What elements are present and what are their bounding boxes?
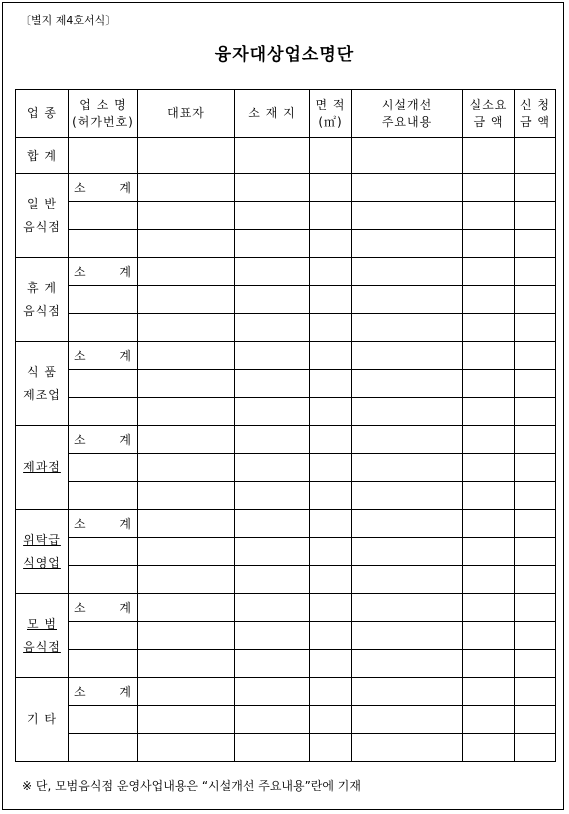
input-cell[interactable] [235,398,310,426]
input-cell[interactable] [463,706,515,734]
category-entry-row [16,398,556,426]
total-row [16,138,556,174]
business-name-cell[interactable] [69,650,138,678]
input-cell[interactable] [138,138,235,174]
input-cell[interactable] [138,594,235,622]
category-label: 위탁급 식영업 [16,510,69,594]
input-cell[interactable] [235,286,310,314]
header-industry: 업 종 [16,90,69,138]
input-cell[interactable] [352,370,463,398]
business-name-cell[interactable] [69,370,138,398]
header-location: 소 재 지 [235,90,310,138]
input-cell[interactable] [515,398,556,426]
category-label: 휴 게 음식점 [16,258,69,342]
input-cell[interactable] [310,230,352,258]
input-cell[interactable] [310,594,352,622]
input-cell[interactable] [352,230,463,258]
input-cell[interactable] [310,482,352,510]
input-cell[interactable] [515,538,556,566]
category-entry-row [16,286,556,314]
category-entry-row [16,650,556,678]
input-cell[interactable] [310,342,352,370]
header-business-name: 업 소 명 (허가번호) [69,90,138,138]
input-cell[interactable] [352,286,463,314]
subtotal-label: 소 계 [69,174,138,202]
input-cell[interactable] [235,426,310,454]
category-subtotal-row [16,678,556,706]
input-cell[interactable] [463,230,515,258]
input-cell[interactable] [515,566,556,594]
input-cell[interactable] [352,706,463,734]
input-cell[interactable] [515,370,556,398]
input-cell[interactable] [463,678,515,706]
input-cell[interactable] [463,426,515,454]
input-cell[interactable] [310,706,352,734]
input-cell[interactable] [515,230,556,258]
input-cell[interactable] [235,678,310,706]
input-cell[interactable] [138,342,235,370]
input-cell[interactable] [310,258,352,286]
input-cell[interactable] [138,314,235,342]
category-entry-row [16,734,556,762]
category-label: 제과점 [16,426,69,510]
input-cell[interactable] [515,202,556,230]
input-cell[interactable] [138,706,235,734]
input-cell[interactable] [463,286,515,314]
category-entry-row [16,370,556,398]
input-cell[interactable] [352,258,463,286]
input-cell[interactable] [235,258,310,286]
input-cell[interactable] [235,622,310,650]
input-cell[interactable] [352,454,463,482]
input-cell[interactable] [310,314,352,342]
page-title: 융자대상업소명단 [214,45,355,65]
input-cell[interactable] [352,566,463,594]
input-cell[interactable] [352,202,463,230]
header-facility-improvement: 시설개선 주요내용 [352,90,463,138]
input-cell[interactable] [463,538,515,566]
input-cell[interactable] [515,286,556,314]
input-cell[interactable] [352,342,463,370]
input-cell[interactable] [310,426,352,454]
business-name-cell[interactable] [69,398,138,426]
input-cell[interactable] [515,138,556,174]
input-cell[interactable] [235,370,310,398]
input-cell[interactable] [515,454,556,482]
input-cell[interactable] [138,734,235,762]
category-entry-row [16,706,556,734]
category-label: 일 반 음식점 [16,174,69,258]
category-subtotal-row [16,426,556,454]
input-cell[interactable] [463,482,515,510]
input-cell[interactable] [352,650,463,678]
subtotal-label: 소 계 [69,510,138,538]
input-cell[interactable] [138,230,235,258]
input-cell[interactable] [515,342,556,370]
input-cell[interactable] [310,538,352,566]
input-cell[interactable] [515,258,556,286]
category-entry-row [16,566,556,594]
category-entry-row [16,230,556,258]
input-cell[interactable] [515,314,556,342]
input-cell[interactable] [463,202,515,230]
input-cell[interactable] [138,510,235,538]
input-cell[interactable] [138,678,235,706]
input-cell[interactable] [352,538,463,566]
input-cell[interactable] [515,510,556,538]
total-label: 합 계 [16,138,69,174]
category-subtotal-row [16,258,556,286]
input-cell[interactable] [463,138,515,174]
category-label: 모 범 음식점 [16,594,69,678]
input-cell[interactable] [310,202,352,230]
input-cell[interactable] [138,370,235,398]
header-actual-amount: 실소요 금 액 [463,90,515,138]
category-entry-row [16,454,556,482]
input-cell[interactable] [352,622,463,650]
business-name-cell[interactable] [69,734,138,762]
subtotal-label: 소 계 [69,342,138,370]
input-cell[interactable] [235,230,310,258]
input-cell[interactable] [235,454,310,482]
footnote: ※ 단, 모범음식점 운영사업내용은 “시설개선 주요내용”란에 기재 [22,779,361,793]
business-name-cell[interactable] [69,538,138,566]
input-cell[interactable] [235,510,310,538]
input-cell[interactable] [463,398,515,426]
input-cell[interactable] [463,734,515,762]
input-cell[interactable] [310,510,352,538]
input-cell[interactable] [235,482,310,510]
input-cell[interactable] [138,650,235,678]
category-entry-row [16,538,556,566]
input-cell[interactable] [352,398,463,426]
input-cell[interactable] [515,650,556,678]
input-cell[interactable] [69,138,138,174]
input-cell[interactable] [310,286,352,314]
subtotal-label: 소 계 [69,426,138,454]
input-cell[interactable] [463,650,515,678]
input-cell[interactable] [352,138,463,174]
input-cell[interactable] [138,622,235,650]
input-cell[interactable] [138,398,235,426]
input-cell[interactable] [463,622,515,650]
input-cell[interactable] [235,706,310,734]
category-label: 기 타 [16,678,69,762]
input-cell[interactable] [138,202,235,230]
input-cell[interactable] [352,734,463,762]
table-header-row [16,90,556,138]
business-name-cell[interactable] [69,622,138,650]
subtotal-label: 소 계 [69,258,138,286]
category-entry-row [16,314,556,342]
input-cell[interactable] [515,482,556,510]
input-cell[interactable] [138,174,235,202]
input-cell[interactable] [352,174,463,202]
category-entry-row [16,482,556,510]
input-cell[interactable] [310,174,352,202]
business-name-cell[interactable] [69,706,138,734]
input-cell[interactable] [235,650,310,678]
input-cell[interactable] [138,482,235,510]
category-label: 식 품 제조업 [16,342,69,426]
form-number: 〔별지 제4호서식〕 [20,14,117,27]
business-list-table [15,89,556,762]
input-cell[interactable] [463,510,515,538]
input-cell[interactable] [310,650,352,678]
input-cell[interactable] [352,678,463,706]
business-name-cell[interactable] [69,230,138,258]
input-cell[interactable] [138,286,235,314]
input-cell[interactable] [352,510,463,538]
input-cell[interactable] [310,734,352,762]
input-cell[interactable] [515,706,556,734]
input-cell[interactable] [463,370,515,398]
header-representative: 대표자 [138,90,235,138]
input-cell[interactable] [352,594,463,622]
subtotal-label: 소 계 [69,594,138,622]
input-cell[interactable] [138,426,235,454]
input-cell[interactable] [515,678,556,706]
input-cell[interactable] [310,138,352,174]
input-cell[interactable] [310,566,352,594]
input-cell[interactable] [463,454,515,482]
input-cell[interactable] [138,566,235,594]
business-name-cell[interactable] [69,202,138,230]
category-subtotal-row [16,510,556,538]
input-cell[interactable] [235,566,310,594]
subtotal-label: 소 계 [69,678,138,706]
business-name-cell[interactable] [69,314,138,342]
category-subtotal-row [16,174,556,202]
input-cell[interactable] [352,314,463,342]
input-cell[interactable] [515,622,556,650]
input-cell[interactable] [235,314,310,342]
input-cell[interactable] [310,454,352,482]
input-cell[interactable] [515,734,556,762]
input-cell[interactable] [235,342,310,370]
category-subtotal-row [16,594,556,622]
input-cell[interactable] [235,594,310,622]
input-cell[interactable] [235,174,310,202]
input-cell[interactable] [138,258,235,286]
input-cell[interactable] [515,174,556,202]
input-cell[interactable] [463,258,515,286]
input-cell[interactable] [352,426,463,454]
header-area: 면 적 (㎡) [310,90,352,138]
input-cell[interactable] [463,566,515,594]
business-name-cell[interactable] [69,454,138,482]
input-cell[interactable] [463,174,515,202]
input-cell[interactable] [310,370,352,398]
input-cell[interactable] [310,622,352,650]
input-cell[interactable] [235,538,310,566]
input-cell[interactable] [235,138,310,174]
input-cell[interactable] [235,202,310,230]
input-cell[interactable] [463,342,515,370]
input-cell[interactable] [310,398,352,426]
input-cell[interactable] [235,734,310,762]
input-cell[interactable] [138,454,235,482]
input-cell[interactable] [515,594,556,622]
input-cell[interactable] [515,426,556,454]
input-cell[interactable] [310,678,352,706]
business-name-cell[interactable] [69,482,138,510]
category-entry-row [16,202,556,230]
input-cell[interactable] [352,482,463,510]
input-cell[interactable] [463,594,515,622]
input-cell[interactable] [138,538,235,566]
business-name-cell[interactable] [69,566,138,594]
input-cell[interactable] [463,314,515,342]
category-entry-row [16,622,556,650]
business-name-cell[interactable] [69,286,138,314]
category-subtotal-row [16,342,556,370]
header-requested-amount: 신 청 금 액 [515,90,556,138]
